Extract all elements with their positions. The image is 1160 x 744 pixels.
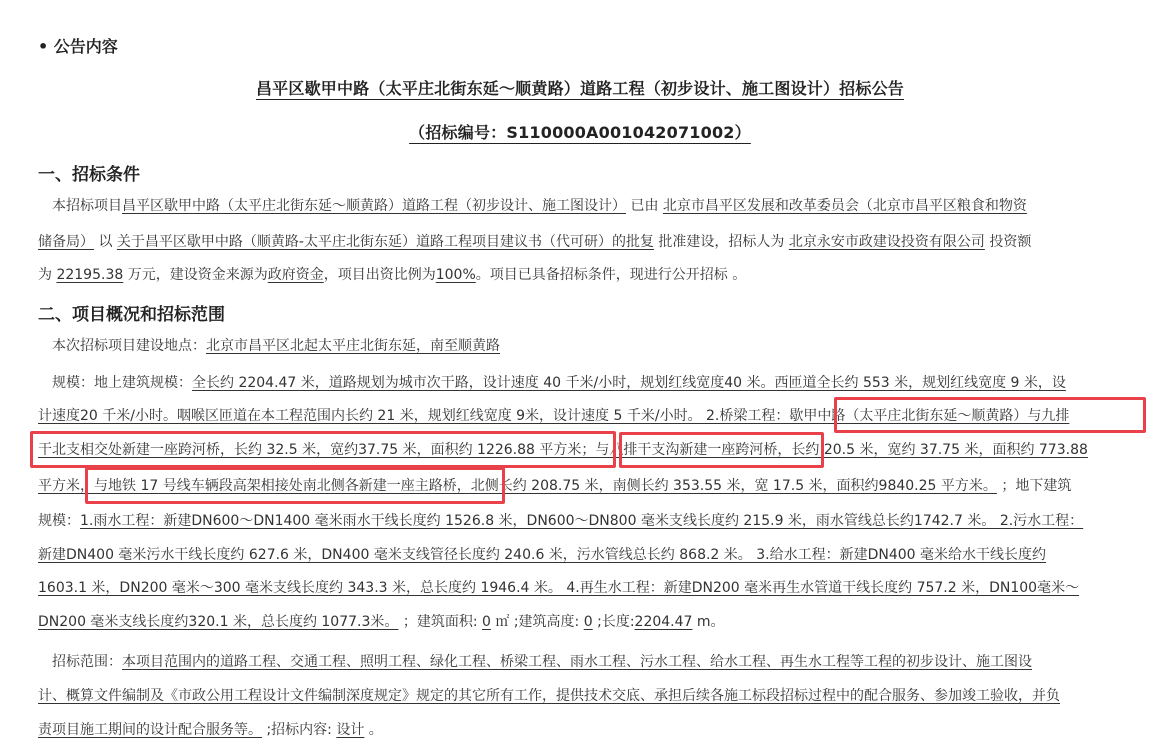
announcement-title: 昌平区歇甲中路（太平庄北街东延～顺黄路）道路工程（初步设计、施工图设计）招标公告 bbox=[255, 79, 904, 98]
scale-line: DN200 毫米支线长度约320.1 米，总长度约 1077.3米。 ；建筑面积: 0 ㎡ ;建筑高度: 0 ;长度:2204.47 m。 bbox=[38, 614, 725, 630]
scope-line: 计、概算文件编制及《市政公用工程设计文件编制深度规定》规定的其它所有工作，提供技术交底、承担后续各施工标段招标过程中的配合服务、参加竣工验收，并负 bbox=[38, 688, 1060, 704]
scale-line: 1603.1 米，DN200 毫米～300 毫米支线长度约 343.3 米，总长度约 1946.4 米。 4.再生水工程：新建DN200 毫米再生水管道干线长度约 757.2 米，DN100毫米～ bbox=[38, 580, 1080, 596]
scale-line: 规模：1.雨水工程：新建DN600～DN1400 毫米雨水干线长度约 1526.8 米，DN600～DN800 毫米支线长度约 215.9 米，雨水管线总长约1742.7 米。 2.污水工程： bbox=[38, 513, 1084, 529]
scale-line: 干北支相交处新建一座跨河桥，长约 32.5 米，宽约37.75 米，面积约 1226.88 平方米；与八排干支沟新建一座跨河桥，长约 20.5 米，宽约 37.75 米，面积约 773.88 bbox=[38, 442, 1088, 458]
scope-line: 招标范围：本项目范围内的道路工程、交通工程、照明工程、绿化工程、桥梁工程、雨水工程、污水工程、给水工程、再生水工程等工程的初步设计、施工图设 bbox=[38, 654, 1032, 670]
scope-line: 责项目施工期间的设计配合服务等。 ;招标内容: 设计 。 bbox=[38, 722, 383, 738]
scale-line: 平方米，与地铁 17 号线车辆段高架相接处南北侧各新建一座主路桥，北侧长约 208.75 米，南侧长约 353.55 米，宽 17.5 米，面积约9840.25 平方米。 ；地下建筑 bbox=[38, 478, 1072, 494]
scale-line: 新建DN400 毫米污水干线长度约 627.6 米，DN400 毫米支线管径长度约 240.6 米，污水管线总长约 868.2 米。 3.给水工程：新建DN400 毫米给水干线长度约 bbox=[38, 547, 1047, 563]
paragraph-line: 为 22195.38 万元，建设资金来源为政府资金，项目出资比例为100%。项目已具备招标条件，现进行公开招标 。 bbox=[38, 267, 747, 283]
highlight-box bbox=[834, 397, 1146, 433]
highlight-box bbox=[85, 467, 505, 504]
highlight-box bbox=[619, 432, 824, 468]
section-label: • 公告内容 bbox=[38, 37, 118, 56]
paragraph-line: 本招标项目昌平区歇甲中路（太平庄北街东延～顺黄路）道路工程（初步设计、施工图设计） 已由 北京市昌平区发展和改革委员会（北京市昌平区粮食和物资 bbox=[38, 198, 1027, 214]
location-line: 本次招标项目建设地点：北京市昌平区北起太平庄北街东延，南至顺黄路 bbox=[38, 338, 500, 354]
scale-line: 计速度20 千米/小时。咽喉区匝道在本工程范围内长约 21 米，规划红线宽度 9米，设计速度 5 千米/小时。 2.桥梁工程：歇甲中路（太平庄北街东延～顺黄路）与九排 bbox=[38, 408, 1070, 424]
paragraph-line: 储备局） 以 关于昌平区歇甲中路（顺黄路-太平庄北街东延）道路工程项目建议书（代可研）的批复 批准建设，招标人为 北京永安市政建设投资有限公司 投资额 bbox=[38, 234, 1032, 250]
tender-number: （招标编号：S110000A001042071002） bbox=[409, 123, 751, 142]
highlight-box bbox=[30, 431, 616, 468]
heading-tender-conditions: 一、招标条件 bbox=[38, 165, 140, 185]
heading-project-overview: 二、项目概况和招标范围 bbox=[38, 305, 225, 325]
scale-line: 规模：地上建筑规模：全长约 2204.47 米，道路规划为城市次干路，设计速度 40 千米/小时，规划红线宽度40 米。西匝道全长约 553 米，规划红线宽度 9 米，设 bbox=[38, 375, 1066, 391]
